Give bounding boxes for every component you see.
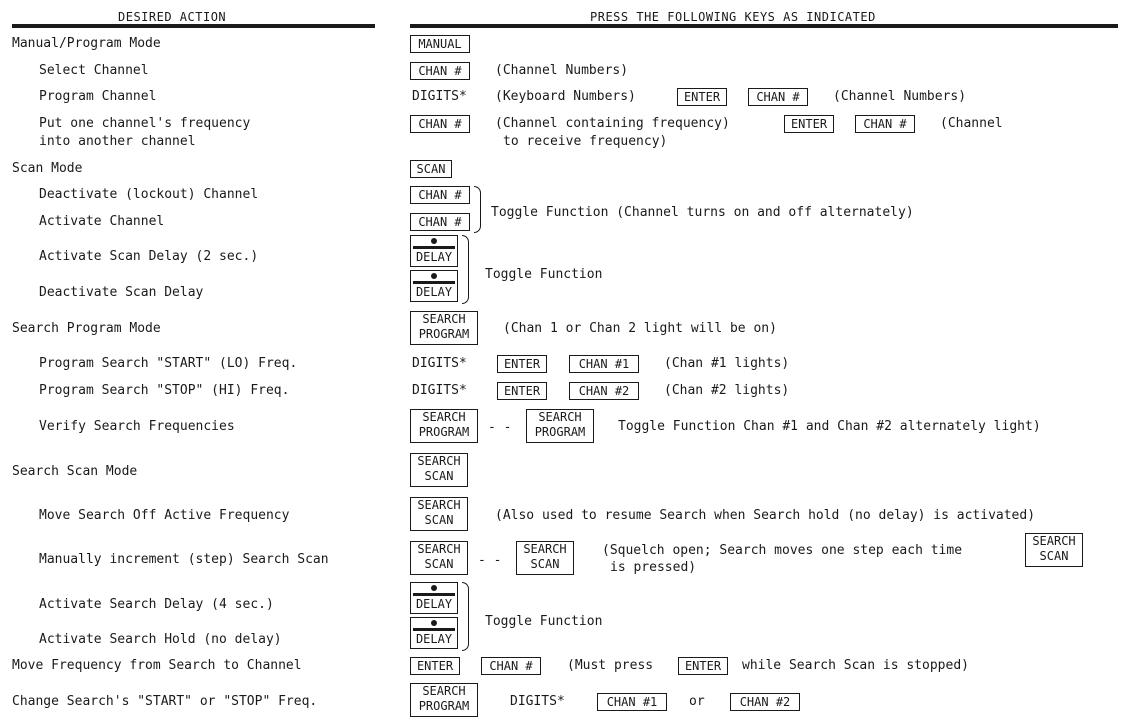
- digits-label: DIGITS*: [510, 694, 565, 709]
- action-activate-channel: Activate Channel: [39, 214, 165, 229]
- action-activate-scan-delay: Activate Scan Delay (2 sec.): [39, 249, 259, 264]
- key-search-program: [410, 683, 478, 717]
- action-program-search-start: Program Search "START" (LO) Freq.: [39, 356, 298, 371]
- note-chan1-lights: (Chan #1 lights): [664, 356, 790, 371]
- action-select-channel: Select Channel: [39, 63, 149, 78]
- note-dashes: - -: [488, 420, 512, 435]
- key-search-program: [526, 409, 594, 443]
- key-label-line2: SCAN: [1039, 549, 1069, 563]
- key-label-line1: SEARCH: [422, 410, 466, 424]
- key-search-program: [410, 311, 478, 345]
- action-scan-mode: Scan Mode: [12, 161, 83, 176]
- key-search-scan: [410, 497, 468, 531]
- note-to-receive: to receive frequency): [503, 134, 668, 149]
- note-toggle-verify: Toggle Function Chan #1 and Chan #2 alternately light): [618, 419, 1041, 434]
- header-rule-right: [410, 24, 1118, 28]
- action-activate-search-delay: Activate Search Delay (4 sec.): [39, 597, 274, 612]
- key-label-line1: SEARCH: [1032, 534, 1076, 548]
- key-label-line1: SEARCH: [422, 684, 466, 698]
- key-chan-2: CHAN #2: [569, 382, 639, 400]
- note-channel-word: (Channel: [940, 116, 1003, 131]
- header-rule-left: [12, 24, 375, 28]
- key-label-line2: SCAN: [424, 557, 454, 571]
- key-chan-1: CHAN #1: [569, 355, 639, 373]
- note-dashes: - -: [478, 553, 502, 568]
- key-label-line2: PROGRAM: [534, 425, 586, 439]
- delay-dot-icon: [411, 271, 457, 285]
- key-label-line2: SCAN: [424, 469, 454, 483]
- key-label-line1: SEARCH: [417, 454, 461, 468]
- key-label-line1: SEARCH: [538, 410, 582, 424]
- key-chan: CHAN #: [481, 657, 541, 675]
- header-press-keys: PRESS THE FOLLOWING KEYS AS INDICATED: [590, 10, 876, 24]
- key-chan-1: CHAN #1: [597, 693, 667, 711]
- key-label-line2: SCAN: [530, 557, 560, 571]
- toggle-brace: [462, 235, 469, 304]
- key-enter: ENTER: [497, 382, 547, 400]
- toggle-brace: [462, 582, 469, 651]
- key-chan: CHAN #: [410, 213, 470, 231]
- action-manually-increment: Manually increment (step) Search Scan: [39, 552, 329, 567]
- note-toggle-function: Toggle Function: [485, 614, 603, 629]
- key-enter: ENTER: [784, 115, 834, 133]
- key-label-line2: PROGRAM: [418, 425, 470, 439]
- note-chan2-lights: (Chan #2 lights): [664, 383, 790, 398]
- key-scan: SCAN: [410, 160, 452, 178]
- key-label-line2: SCAN: [424, 513, 454, 527]
- key-delay-label: DELAY: [415, 250, 453, 264]
- action-put-one-line2: into another channel: [39, 134, 196, 149]
- key-label-line2: PROGRAM: [418, 327, 470, 341]
- note-keyboard-numbers: (Keyboard Numbers): [495, 89, 636, 104]
- digits-label: DIGITS*: [412, 356, 467, 371]
- action-activate-search-hold: Activate Search Hold (no delay): [39, 632, 282, 647]
- action-deactivate-channel: Deactivate (lockout) Channel: [39, 187, 259, 202]
- action-put-one-line1: Put one channel's frequency: [39, 116, 251, 131]
- delay-dot-icon: [411, 618, 457, 632]
- action-program-search-stop: Program Search "STOP" (HI) Freq.: [39, 383, 290, 398]
- delay-dot-icon: [411, 583, 457, 597]
- key-delay: [410, 270, 458, 302]
- key-enter: ENTER: [677, 88, 727, 106]
- key-label-line1: SEARCH: [523, 542, 567, 556]
- key-search-scan: [516, 541, 574, 575]
- action-change-search: Change Search's "START" or "STOP" Freq.: [12, 694, 318, 709]
- key-chan: CHAN #: [410, 115, 470, 133]
- key-chan: CHAN #: [410, 186, 470, 204]
- key-label-line2: PROGRAM: [418, 699, 470, 713]
- key-label-line1: SEARCH: [417, 542, 461, 556]
- note-squelch-line1: (Squelch open; Search moves one step each time: [602, 543, 963, 558]
- note-toggle-channel: Toggle Function (Channel turns on and off alternately): [491, 205, 914, 220]
- key-search-scan: [1025, 533, 1083, 567]
- key-delay: [410, 235, 458, 267]
- action-move-search-off: Move Search Off Active Frequency: [39, 508, 290, 523]
- note-squelch-line2: is pressed): [610, 560, 697, 575]
- note-channel-numbers: (Channel Numbers): [833, 89, 967, 104]
- key-enter: ENTER: [678, 657, 728, 675]
- key-delay-label: DELAY: [415, 597, 453, 611]
- action-program-channel: Program Channel: [39, 89, 157, 104]
- note-must-press: (Must press: [567, 658, 654, 673]
- note-or: or: [689, 694, 705, 709]
- key-enter: ENTER: [410, 657, 460, 675]
- action-search-program-mode: Search Program Mode: [12, 321, 161, 336]
- key-delay-label: DELAY: [415, 285, 453, 299]
- action-move-frequency: Move Frequency from Search to Channel: [12, 658, 302, 673]
- key-search-scan: [410, 453, 468, 487]
- action-deactivate-scan-delay: Deactivate Scan Delay: [39, 285, 204, 300]
- delay-dot-icon: [411, 236, 457, 250]
- action-verify-search: Verify Search Frequencies: [39, 419, 235, 434]
- key-search-program: [410, 409, 478, 443]
- key-chan: CHAN #: [748, 88, 808, 106]
- header-desired-action: DESIRED ACTION: [118, 10, 227, 24]
- action-search-scan-mode: Search Scan Mode: [12, 464, 138, 479]
- key-delay: [410, 617, 458, 649]
- key-chan: CHAN #: [410, 62, 470, 80]
- key-delay-label: DELAY: [415, 632, 453, 646]
- digits-label: DIGITS*: [412, 383, 467, 398]
- key-label-line1: SEARCH: [417, 498, 461, 512]
- note-while-scan: while Search Scan is stopped): [742, 658, 969, 673]
- key-chan: CHAN #: [855, 115, 915, 133]
- toggle-brace: [474, 186, 481, 233]
- action-manual-program-mode: Manual/Program Mode: [12, 36, 161, 51]
- key-delay: [410, 582, 458, 614]
- note-channel-containing: (Channel containing frequency): [495, 116, 730, 131]
- key-label-line1: SEARCH: [422, 312, 466, 326]
- note-toggle-function: Toggle Function: [485, 267, 603, 282]
- note-channel-numbers: (Channel Numbers): [495, 63, 629, 78]
- key-enter: ENTER: [497, 355, 547, 373]
- note-chan-light: (Chan 1 or Chan 2 light will be on): [503, 321, 777, 336]
- note-also-used: (Also used to resume Search when Search hold (no delay) is activated): [495, 508, 1036, 523]
- key-manual: MANUAL: [410, 35, 470, 53]
- digits-label: DIGITS*: [412, 89, 467, 104]
- key-chan-2: CHAN #2: [730, 693, 800, 711]
- key-search-scan: [410, 541, 468, 575]
